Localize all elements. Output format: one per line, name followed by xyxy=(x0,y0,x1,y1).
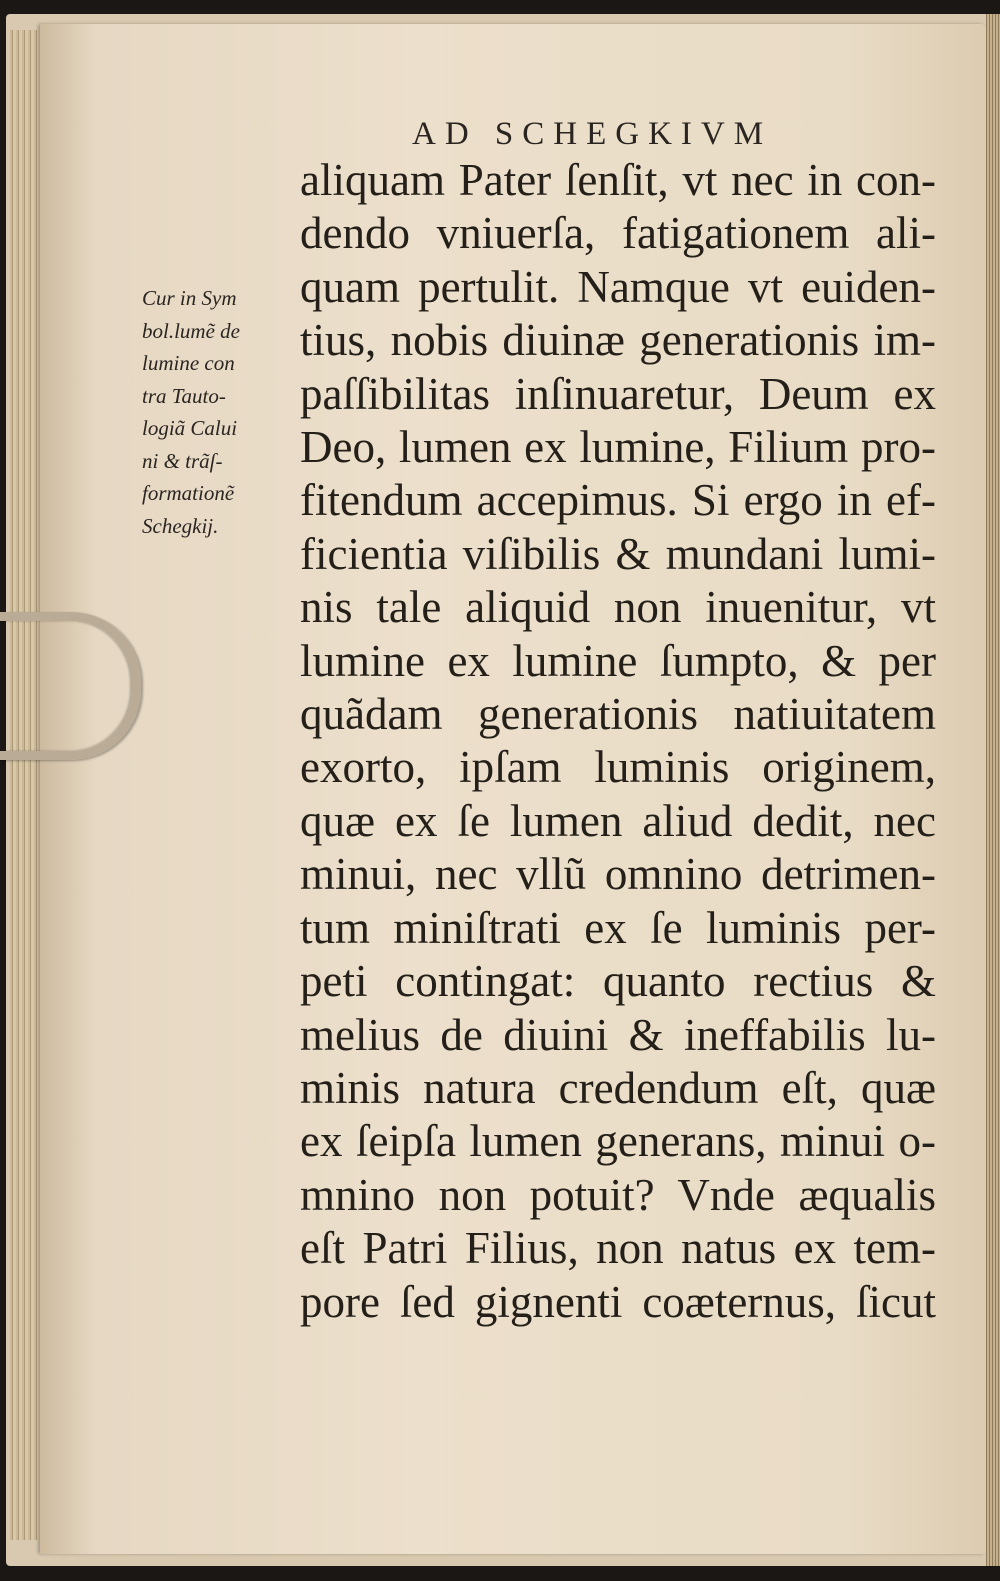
body-line: quæ ex ſe lumen aliud dedit, nec xyxy=(300,795,936,846)
body-line: minis natura credendum eſt, quæ xyxy=(300,1062,936,1113)
margin-note-line: formationẽ xyxy=(142,481,235,505)
body-line: pore ſed gignenti coæternus, ſicut xyxy=(300,1276,936,1327)
paper-clip xyxy=(0,612,141,760)
body-line: ex ſeipſa lumen generans, minui o- xyxy=(300,1116,936,1167)
body-line: nis tale aliquid non inuenitur, vt xyxy=(300,582,936,633)
body-line: dendo vniuerſa, fatigationem ali- xyxy=(300,208,936,259)
margin-note xyxy=(142,282,292,542)
body-line: paſſibilitas inſinuaretur, Deum ex xyxy=(300,368,936,419)
running-head: AD SCHEGKIVM xyxy=(412,116,773,152)
body-line: mnino non potuit? Vnde æqualis xyxy=(300,1169,936,1220)
body-line: quãdam generationis natiuitatem xyxy=(300,689,936,740)
right-page-edge xyxy=(986,14,1000,1566)
body-text xyxy=(300,154,936,1329)
body-line: melius de diuini & ineffabilis lu- xyxy=(300,1009,936,1060)
body-line: peti contingat: quanto rectius & xyxy=(300,956,936,1007)
body-line: tius, nobis diuinæ generationis im- xyxy=(300,315,936,366)
body-line: aliquam Pater ſenſit, vt nec in con- xyxy=(300,155,936,205)
body-line: eſt Patri Filius, non natus ex tem- xyxy=(300,1223,936,1274)
margin-note-line: Cur in Sym xyxy=(142,286,237,310)
margin-note-line: bol.lumẽ de xyxy=(142,318,240,343)
body-line: quam pertulit. Namque vt euiden- xyxy=(300,261,936,312)
body-line: tum miniſtrati ex ſe luminis per- xyxy=(300,902,936,953)
margin-note-line: logiã Calui xyxy=(142,416,238,440)
margin-note-line: ni & trãſ- xyxy=(142,448,223,473)
margin-note-line: Schegkij. xyxy=(142,513,219,538)
margin-note-line: tra Tauto- xyxy=(142,383,226,408)
page-edges xyxy=(10,30,40,1540)
body-line: exorto, ipſam luminis originem, xyxy=(300,742,936,793)
body-line: Deo, lumen ex lumine, Filium pro- xyxy=(300,422,936,473)
margin-note-line: lumine con xyxy=(142,351,235,375)
body-line: lumine ex lumine ſumpto, & per xyxy=(300,635,936,686)
body-line: ficientia viſibilis & mundani lumi- xyxy=(300,528,936,579)
body-line: fitendum accepimus. Si ergo in ef- xyxy=(300,475,936,526)
body-line: minui, nec vllũ omnino detrimen- xyxy=(300,849,936,900)
